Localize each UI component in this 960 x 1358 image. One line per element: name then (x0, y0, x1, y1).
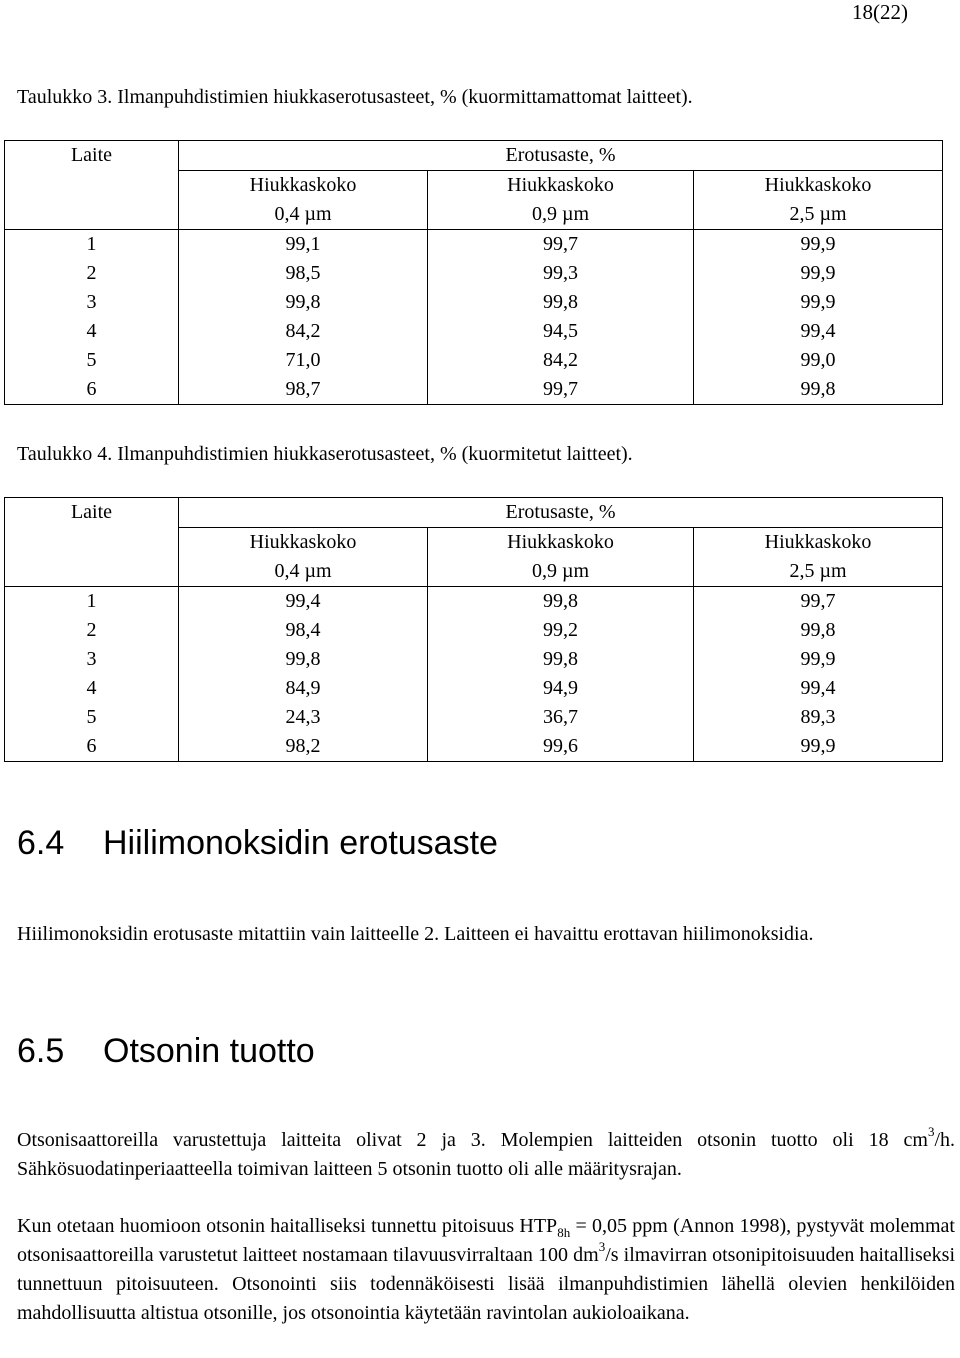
subscript: 8h (557, 1225, 571, 1240)
table-4-header-size-1 (179, 528, 428, 587)
value-cell: 99,9 (694, 645, 943, 674)
size-label: Hiukkaskoko (507, 174, 614, 196)
section-6-4-paragraph: Hiilimonoksidin erotusaste mitattiin vain laitteelle 2. Laitteen ei havaittu erottavan hiilimonoksidia. (17, 923, 814, 945)
table-row (5, 317, 943, 346)
value-cell: 98,5 (179, 259, 428, 288)
value-cell: 99,0 (694, 346, 943, 375)
table-row (5, 587, 943, 617)
superscript: 3 (927, 1124, 935, 1140)
value-cell: 99,9 (694, 259, 943, 288)
size-value: 0,9 µm (531, 560, 590, 582)
size-label: Hiukkaskoko (249, 174, 357, 196)
value-cell: 99,2 (428, 616, 694, 645)
value-cell: 99,4 (694, 674, 943, 703)
device-number-cell: 2 (5, 616, 179, 645)
device-number-cell: 5 (5, 346, 179, 375)
size-label: Hiukkaskoko (507, 531, 614, 553)
value-cell: 94,5 (428, 317, 694, 346)
device-number-cell: 6 (5, 732, 179, 762)
table-row (5, 645, 943, 674)
table-row (5, 732, 943, 762)
value-cell: 98,7 (179, 375, 428, 405)
table-4-header-laite: Laite (5, 498, 179, 587)
value-cell: 99,4 (694, 317, 943, 346)
section-6-5-heading (17, 1032, 315, 1071)
value-cell: 99,6 (428, 732, 694, 762)
value-cell: 99,7 (428, 375, 694, 405)
table-4 (4, 497, 943, 762)
table-row (5, 288, 943, 317)
value-cell: 99,8 (428, 645, 694, 674)
table-row (5, 346, 943, 375)
device-number-cell: 3 (5, 645, 179, 674)
value-cell: 36,7 (428, 703, 694, 732)
value-cell: 89,3 (694, 703, 943, 732)
table-3-header-size-2 (428, 171, 694, 230)
value-cell: 98,2 (179, 732, 428, 762)
size-value: 2,5 µm (789, 203, 847, 225)
value-cell: 99,8 (694, 616, 943, 645)
value-cell: 99,1 (179, 230, 428, 260)
value-cell: 99,9 (694, 732, 943, 762)
table-3-header-size-3 (694, 171, 943, 230)
device-number-cell: 4 (5, 674, 179, 703)
device-number-cell: 4 (5, 317, 179, 346)
table-4-caption: Taulukko 4. Ilmanpuhdistimien hiukkaserotusasteet, % (kuormitetut laitteet). (17, 443, 633, 465)
table-row (5, 616, 943, 645)
section-title: Otsonin tuotto (103, 1032, 315, 1070)
page-number: 18(22) (852, 0, 908, 24)
value-cell: 99,7 (694, 587, 943, 617)
value-cell: 99,8 (428, 288, 694, 317)
text-run: /h. Sähkösuodatinperiaatteella toimivan laitteen 5 otsonin tuotto oli alle määritysrajan. (17, 1129, 955, 1180)
size-value: 2,5 µm (789, 560, 847, 582)
size-label: Hiukkaskoko (764, 174, 872, 196)
value-cell: 84,9 (179, 674, 428, 703)
table-3-caption: Taulukko 3. Ilmanpuhdistimien hiukkaserotusasteet, % (kuormittamattomat laitteet). (17, 86, 693, 108)
value-cell: 99,9 (694, 230, 943, 260)
table-3-header-size-1 (179, 171, 428, 230)
value-cell: 24,3 (179, 703, 428, 732)
value-cell: 98,4 (179, 616, 428, 645)
device-number-cell: 1 (5, 230, 179, 260)
table-row (5, 375, 943, 405)
value-cell: 71,0 (179, 346, 428, 375)
value-cell: 99,3 (428, 259, 694, 288)
text-run: Kun otetaan huomioon otsonin haitalliseksi tunnettu pitoisuus HTP (17, 1215, 558, 1237)
size-value: 0,4 µm (274, 560, 332, 582)
value-cell: 99,4 (179, 587, 428, 617)
value-cell: 99,8 (179, 288, 428, 317)
table-3-header-laite: Laite (5, 141, 179, 230)
table-row (5, 230, 943, 260)
section-title: Hiilimonoksidin erotusaste (103, 824, 498, 862)
device-number-cell: 1 (5, 587, 179, 617)
table-3 (4, 140, 943, 405)
device-number-cell: 3 (5, 288, 179, 317)
table-row (5, 703, 943, 732)
size-label: Hiukkaskoko (249, 531, 357, 553)
ozone-paragraph-1 (17, 1126, 955, 1184)
section-number: 6.4 (17, 824, 65, 862)
value-cell: 84,2 (428, 346, 694, 375)
table-row (5, 674, 943, 703)
table-row (5, 259, 943, 288)
size-value: 0,4 µm (274, 203, 332, 225)
value-cell: 94,9 (428, 674, 694, 703)
table-3-header-group: Erotusaste, % (179, 141, 943, 171)
size-value: 0,9 µm (531, 203, 590, 225)
size-label: Hiukkaskoko (764, 531, 872, 553)
table-4-body (5, 587, 943, 762)
value-cell: 99,8 (428, 587, 694, 617)
table-4-header-size-3 (694, 528, 943, 587)
section-number: 6.5 (17, 1032, 65, 1070)
value-cell: 99,8 (179, 645, 428, 674)
text-run: = 0,05 ppm (Annon 1998), pystyvät molemmat otsonisaattoreilla varustetut laitteet nostamaan tilavuusvirraltaan 100 dm (17, 1215, 955, 1266)
table-4-header-size-2 (428, 528, 694, 587)
table-4-header-group: Erotusaste, % (179, 498, 943, 528)
section-6-4-heading (17, 824, 498, 863)
device-number-cell: 6 (5, 375, 179, 405)
text-run: /s ilmavirran otsonipitoisuuden haitalliseksi tunnettuun pitoisuuteen. Otsonointi siis todennäköisesti lisää ilmanpuhdistimien lähellä olevien henkilöiden mahdollisuutta altistua otsonille, jos otsonointia käytetään ravintolan aukioloaikana. (17, 1244, 956, 1324)
text-run: Otsonisaattoreilla varustettuja laitteita olivat 2 ja 3. Molempien laitteiden otsonin tuotto oli 18 cm (17, 1129, 928, 1151)
value-cell: 84,2 (179, 317, 428, 346)
value-cell: 99,7 (428, 230, 694, 260)
table-3-body (5, 230, 943, 405)
device-number-cell: 2 (5, 259, 179, 288)
value-cell: 99,8 (694, 375, 943, 405)
device-number-cell: 5 (5, 703, 179, 732)
superscript: 3 (598, 1239, 606, 1255)
ozone-paragraph-2 (17, 1212, 955, 1328)
value-cell: 99,9 (694, 288, 943, 317)
